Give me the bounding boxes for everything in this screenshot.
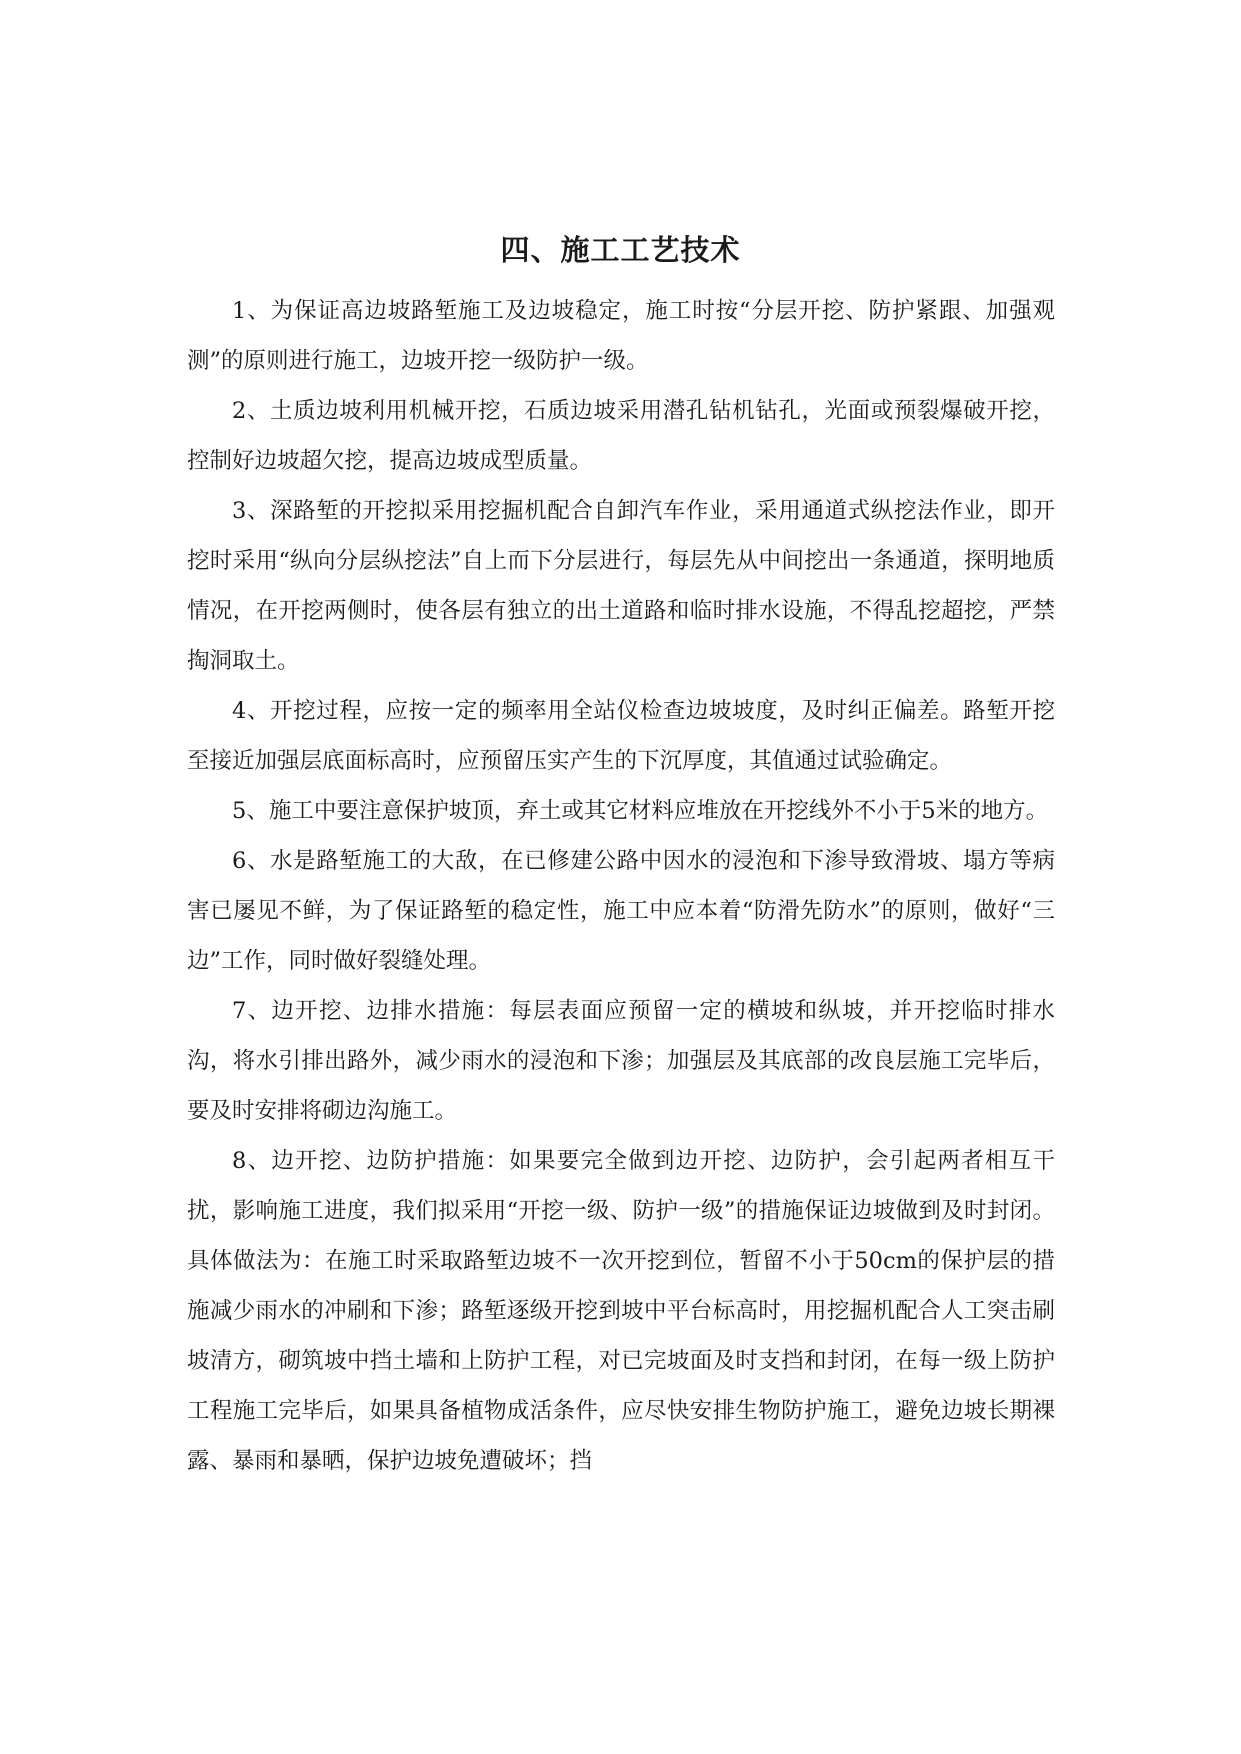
section-title: 四、施工工艺技术 bbox=[500, 233, 741, 267]
paragraph-2: 2、土质边坡利用机械开挖，石质边坡采用潜孔钻机钻孔，光面或预裂爆破开挖，控制好边坡超欠挖，提高边坡成型质量。 bbox=[187, 398, 1055, 474]
paragraph-1: 1、为保证高边坡路堑施工及边坡稳定，施工时按“分层开挖、防护紧跟、加强观测”的原则进行施工，边坡开挖一级防护一级。 bbox=[187, 298, 1055, 374]
paragraph-5: 5、施工中要注意保护坡顶，弃土或其它材料应堆放在开挖线外不小于5米的地方。 bbox=[232, 798, 1049, 824]
paragraph-8: 8、边开挖、边防护措施：如果要完全做到边开挖、边防护，会引起两者相互干扰，影响施工进度，我们拟采用“开挖一级、防护一级”的措施保证边坡做到及时封闭。具体做法为：在施工时采取路堑边坡不一次开挖到位，暂留不小于50cm的保护层的措施减少雨水的冲刷和下渗；路堑逐级开挖到坡中平台标高时，用挖掘机配合人工突击刷坡清方，砌筑坡中挡土墙和上防护工程，对已完坡面及时支挡和封闭，在每一级上防护工程施工完毕后，如果具备植物成活条件，应尽快安排生物防护施工，避免边坡长期裸露、暴雨和暴晒，保护边坡免遭破坏；挡 bbox=[187, 1148, 1055, 1474]
paragraph-6: 6、水是路堑施工的大敌，在已修建公路中因水的浸泡和下渗导致滑坡、塌方等病害已屡见不鲜，为了保证路堑的稳定性，施工中应本着“防滑先防水”的原则，做好“三边”工作，同时做好裂缝处理。 bbox=[187, 848, 1055, 974]
paragraph-3: 3、深路堑的开挖拟采用挖掘机配合自卸汽车作业，采用通道式纵挖法作业，即开挖时采用“纵向分层纵挖法”自上而下分层进行，每层先从中间挖出一条通道，探明地质情况，在开挖两侧时，使各层有独立的出土道路和临时排水设施，不得乱挖超挖，严禁掏洞取土。 bbox=[187, 498, 1055, 674]
paragraph-7: 7、边开挖、边排水措施：每层表面应预留一定的横坡和纵坡，并开挖临时排水沟，将水引排出路外，减少雨水的浸泡和下渗；加强层及其底部的改良层施工完毕后，要及时安排将砌边沟施工。 bbox=[187, 998, 1055, 1124]
document-body bbox=[187, 286, 1055, 1486]
paragraph-4: 4、开挖过程，应按一定的频率用全站仪检查边坡坡度，及时纠正偏差。路堑开挖至接近加强层底面标高时，应预留压实产生的下沉厚度，其值通过试验确定。 bbox=[187, 698, 1055, 774]
